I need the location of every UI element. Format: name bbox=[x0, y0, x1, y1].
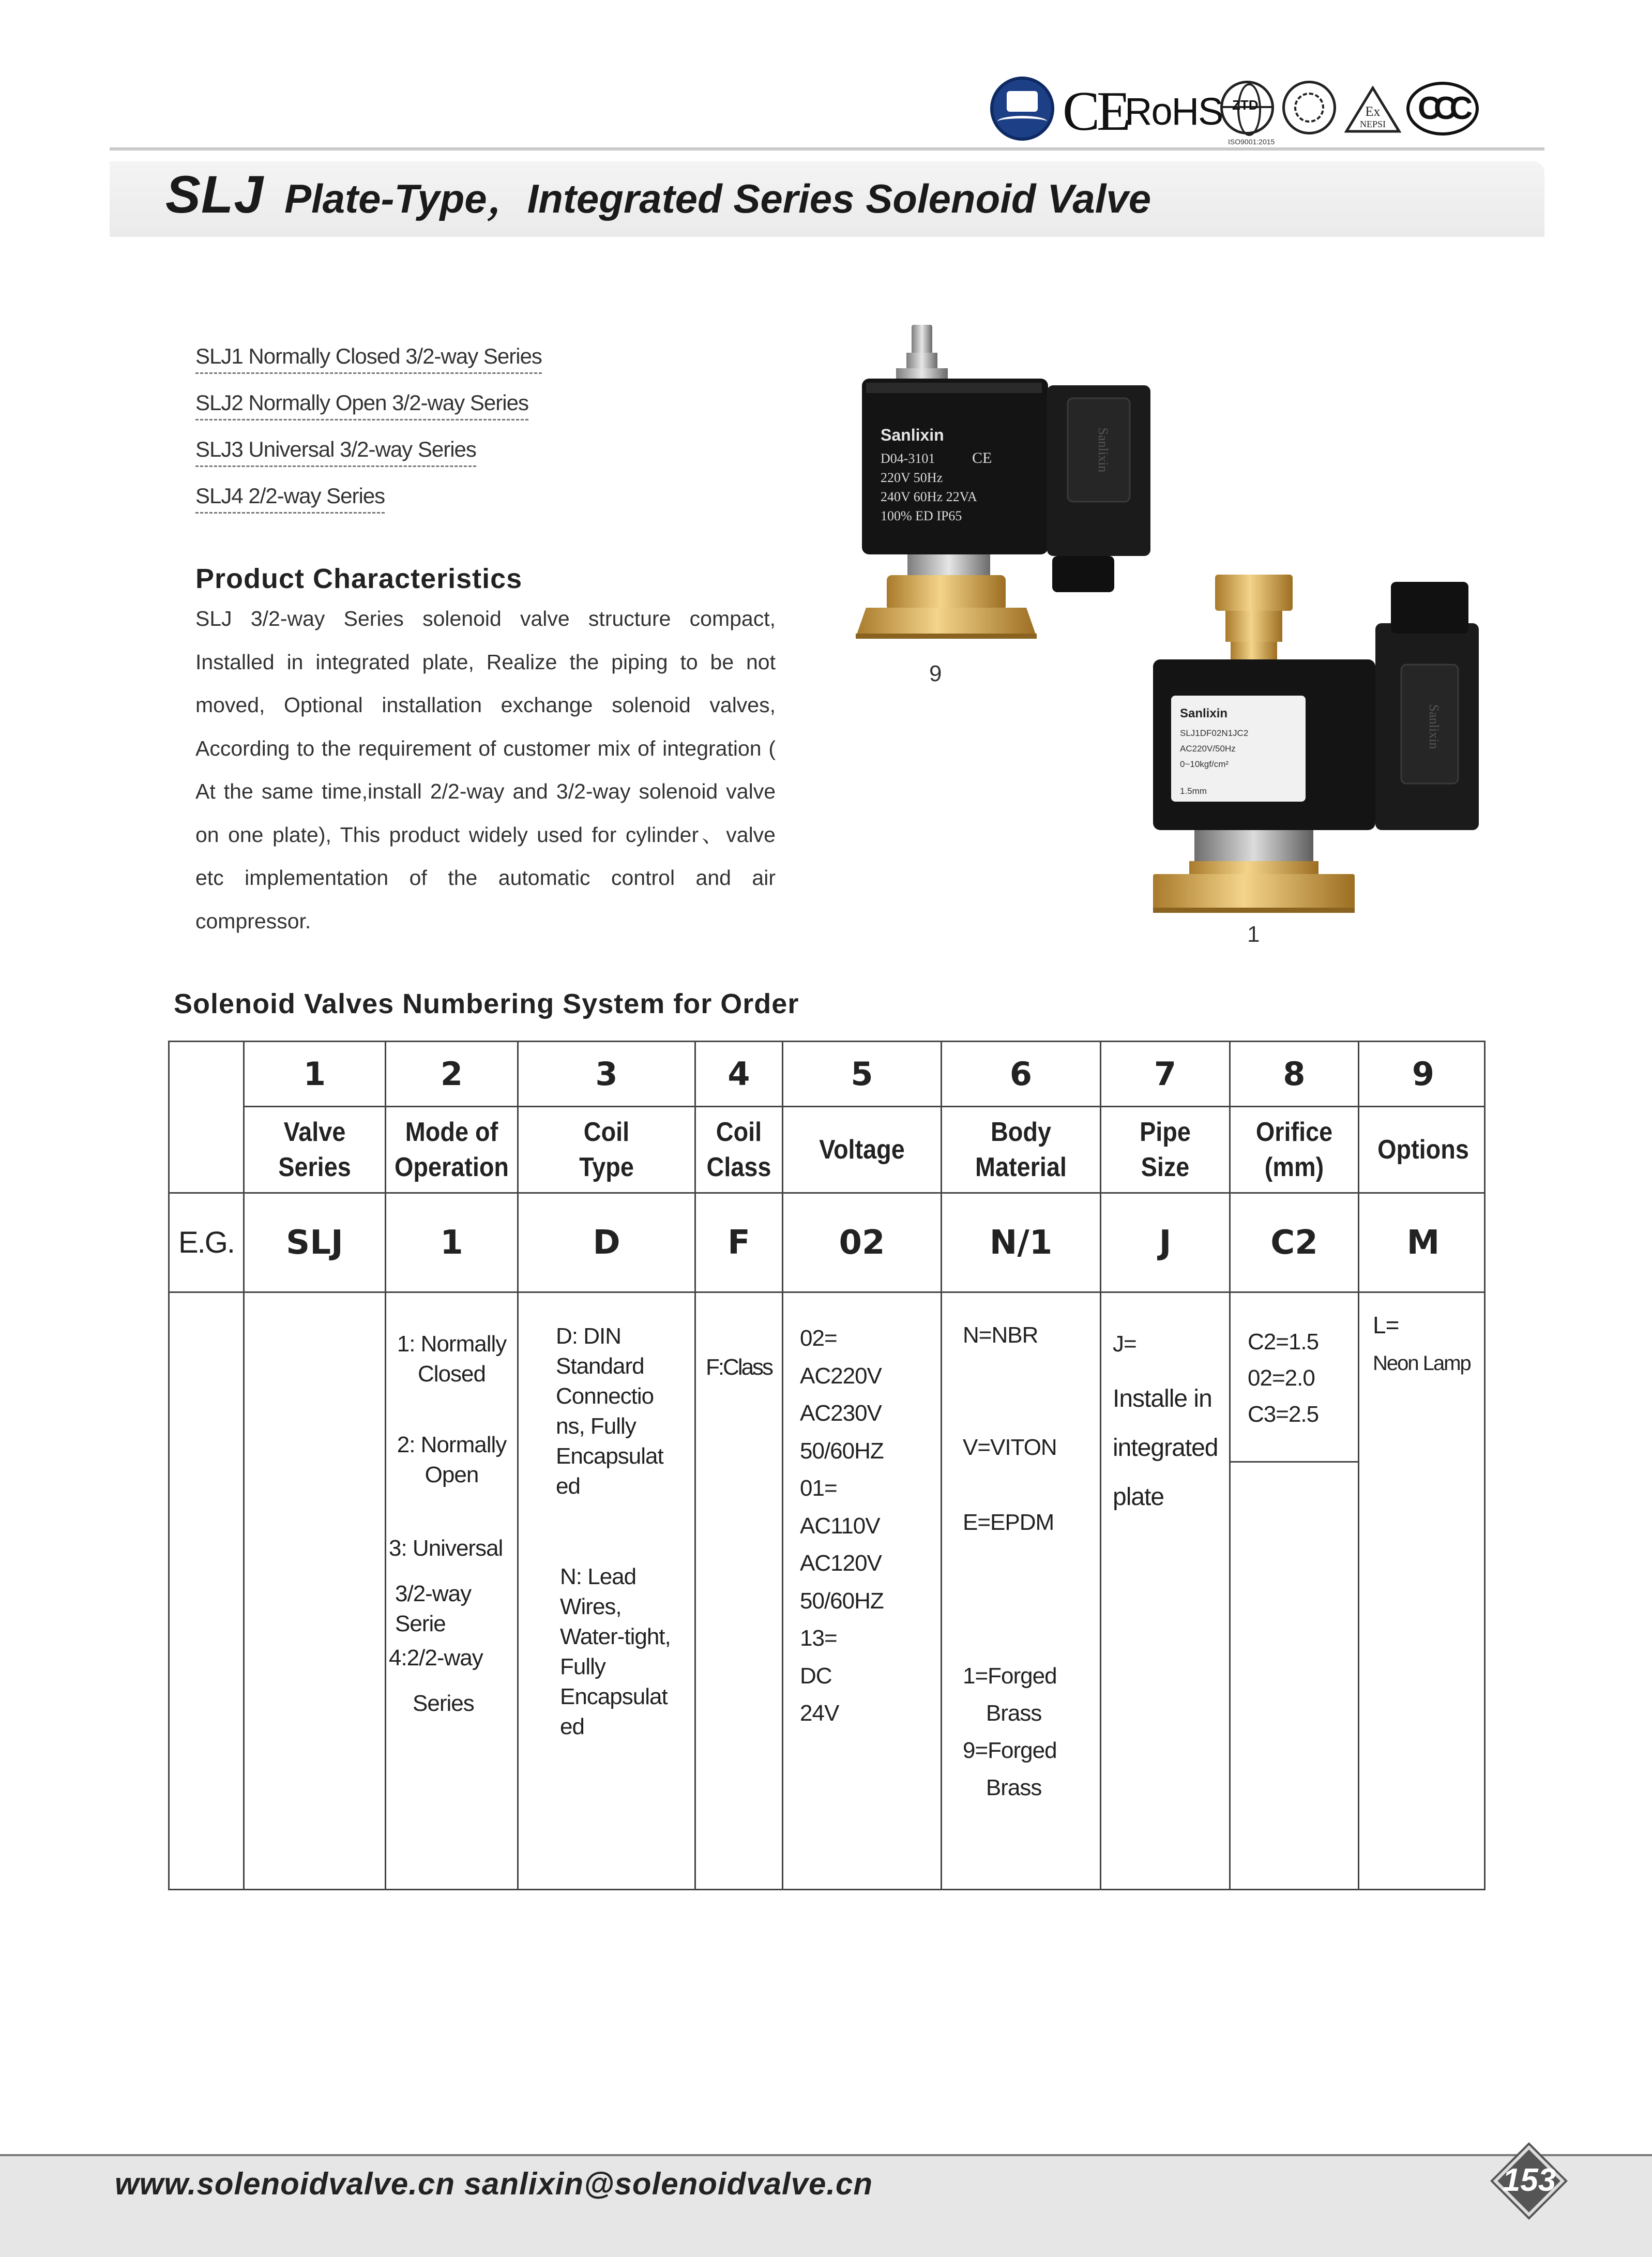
valve2-model: SLJ1DF02N1JC2 bbox=[1180, 728, 1249, 738]
example-col-6: N/1 bbox=[989, 1223, 1053, 1262]
page-number-badge bbox=[1494, 2146, 1564, 2216]
valve1-line2: 240V 60Hz 22VA bbox=[881, 489, 977, 504]
col-6-header: Body Material bbox=[975, 1117, 1067, 1182]
series-item: SLJ2 Normally Open 3/2-way Series bbox=[195, 390, 764, 437]
body-epdm: E=EPDM bbox=[963, 1510, 1054, 1535]
col-6-number: 6 bbox=[1009, 1055, 1033, 1093]
iso-mark: ISO9001:2015 bbox=[1228, 138, 1275, 146]
page-title bbox=[165, 164, 1151, 225]
valve-photo-9 bbox=[856, 321, 1156, 652]
valve2-brand: Sanlixin bbox=[1180, 706, 1228, 720]
series-item: SLJ3 Universal 3/2-way Series bbox=[195, 437, 764, 483]
example-col-5: 02 bbox=[839, 1223, 885, 1262]
body-forged-brass-9: 9=Forged Brass bbox=[963, 1738, 1057, 1800]
valve1-line1: 220V 50Hz bbox=[881, 470, 943, 485]
svg-text:Sanlixin: Sanlixin bbox=[1427, 704, 1442, 749]
mode-normally-closed: 1: Normally Closed bbox=[397, 1331, 507, 1387]
coil-type-lead-wires: N: Lead Wires, Water-tight, Fully Encapsulat ed bbox=[560, 1564, 671, 1739]
mode-22way: 4:2/2-way bbox=[389, 1645, 483, 1671]
valve1-ce: CE bbox=[972, 449, 992, 467]
col-8-number: 8 bbox=[1283, 1055, 1306, 1093]
mode-22way-series: Series bbox=[413, 1691, 474, 1716]
col-7-header: Pipe Size bbox=[1140, 1117, 1191, 1182]
col-4-header: Coil Class bbox=[706, 1117, 771, 1182]
ccc-logo bbox=[1406, 82, 1479, 136]
mode-normally-open: 2: Normally Open bbox=[397, 1432, 507, 1487]
example-col-9: M bbox=[1406, 1223, 1440, 1262]
title-main: SLJ bbox=[165, 165, 264, 224]
body-forged-brass-1: 1=Forged Brass bbox=[963, 1663, 1057, 1726]
valve-photo-1 bbox=[1148, 571, 1484, 915]
body-viton: V=VITON bbox=[963, 1435, 1057, 1460]
title-rule bbox=[110, 147, 1544, 151]
pipe-size-j: J= bbox=[1113, 1331, 1136, 1357]
col-1-header: Valve Series bbox=[278, 1117, 351, 1182]
ordering-heading: Solenoid Valves Numbering System for Order bbox=[174, 988, 799, 1019]
page-number: 153 bbox=[1502, 2162, 1556, 2198]
col-5-number: 5 bbox=[851, 1055, 873, 1093]
rohs-mark: RoHS bbox=[1125, 90, 1223, 133]
option-l: L= bbox=[1373, 1312, 1399, 1338]
series-item: SLJ4 2/2-way Series bbox=[195, 483, 764, 530]
mode-universal-series: 3/2-way Serie bbox=[395, 1581, 472, 1636]
valve-photo-9-label: 9 bbox=[929, 661, 942, 686]
col-2-number: 2 bbox=[440, 1055, 463, 1093]
footer-contact: www.solenoidvalve.cn sanlixin@solenoidvalve.cn bbox=[115, 2166, 873, 2201]
pipe-size-desc: Installe in integrated plate bbox=[1113, 1385, 1218, 1511]
seal-logo bbox=[1282, 81, 1336, 134]
product-characteristics-heading: Product Characteristics bbox=[195, 563, 523, 594]
ordering-table bbox=[168, 1041, 1486, 1890]
example-label: E.G. bbox=[178, 1226, 235, 1259]
tuv-logo bbox=[990, 77, 1054, 141]
example-col-1: SLJ bbox=[286, 1223, 343, 1262]
ce-mark: CE bbox=[1063, 81, 1128, 142]
example-col-8: C2 bbox=[1270, 1223, 1318, 1262]
col-4-number: 4 bbox=[728, 1055, 750, 1093]
mode-universal: 3: Universal bbox=[389, 1536, 503, 1561]
series-item: SLJ1 Normally Closed 3/2-way Series bbox=[195, 343, 764, 390]
ex-text: Ex bbox=[1365, 104, 1381, 119]
col-5-header: Voltage bbox=[819, 1135, 905, 1165]
valve2-line2: 0~10kgf/cm² bbox=[1180, 759, 1229, 769]
orifice-options: C2=1.5 02=2.0 C3=2.5 bbox=[1248, 1329, 1319, 1427]
ccc-text: CCC bbox=[1418, 91, 1466, 126]
ztd-mark: ZTD bbox=[1232, 97, 1259, 113]
valve-photo-1-label: 1 bbox=[1247, 922, 1260, 947]
col-7-number: 7 bbox=[1154, 1055, 1177, 1093]
col-9-number: 9 bbox=[1412, 1055, 1435, 1093]
valve2-line1: AC220V/50Hz bbox=[1180, 744, 1236, 754]
col-2-header: Mode of Operation bbox=[394, 1117, 509, 1182]
valve2-line3: 1.5mm bbox=[1180, 786, 1207, 796]
example-col-7: J bbox=[1159, 1223, 1172, 1262]
example-col-3: D bbox=[593, 1223, 620, 1262]
example-col-4: F bbox=[728, 1223, 750, 1262]
series-list bbox=[195, 343, 764, 530]
body-nbr: N=NBR bbox=[963, 1322, 1038, 1348]
coil-type-din: D: DIN Standard Connectio ns, Fully Encapsulat ed bbox=[556, 1323, 663, 1499]
svg-text:Sanlixin: Sanlixin bbox=[1096, 427, 1111, 473]
col-9-header: Options bbox=[1377, 1135, 1469, 1165]
col-3-number: 3 bbox=[595, 1055, 618, 1093]
ex-nepsi-logo bbox=[1344, 86, 1401, 133]
col-8-header: Orifice (mm) bbox=[1255, 1117, 1333, 1182]
col-3-header: Coil Type bbox=[579, 1117, 634, 1182]
valve1-line3: 100% ED IP65 bbox=[881, 508, 962, 523]
title-sub: Plate-Type，Integrated Series Solenoid Valve bbox=[284, 176, 1151, 221]
col-1-number: 1 bbox=[303, 1055, 326, 1093]
option-neon-lamp: Neon Lamp bbox=[1373, 1352, 1471, 1375]
example-col-2: 1 bbox=[440, 1223, 463, 1262]
coil-class-f: F:Class bbox=[705, 1355, 772, 1380]
certification-logos bbox=[985, 77, 1481, 149]
product-characteristics-text: SLJ 3/2-way Series solenoid valve structure compact, Installed in integrated plate, Realize the piping to be not moved, Optional installation exchange solenoid valves, According to the requirement of customer mix of integration ( At the same time,install 2/2-way and 3/2-way solenoid valve on one plate), This product widely used for cylinder、valve etc implementation of the automatic control and air compressor. bbox=[195, 607, 776, 933]
valve1-brand: Sanlixin bbox=[881, 426, 944, 444]
voltage-options: 02= AC220V AC230V 50/60HZ 01= AC110V AC120V 50/60HZ 13= DC 24V bbox=[800, 1326, 884, 1726]
nepsi-text: NEPSI bbox=[1359, 119, 1386, 129]
valve1-model: D04-3101 bbox=[881, 451, 935, 466]
